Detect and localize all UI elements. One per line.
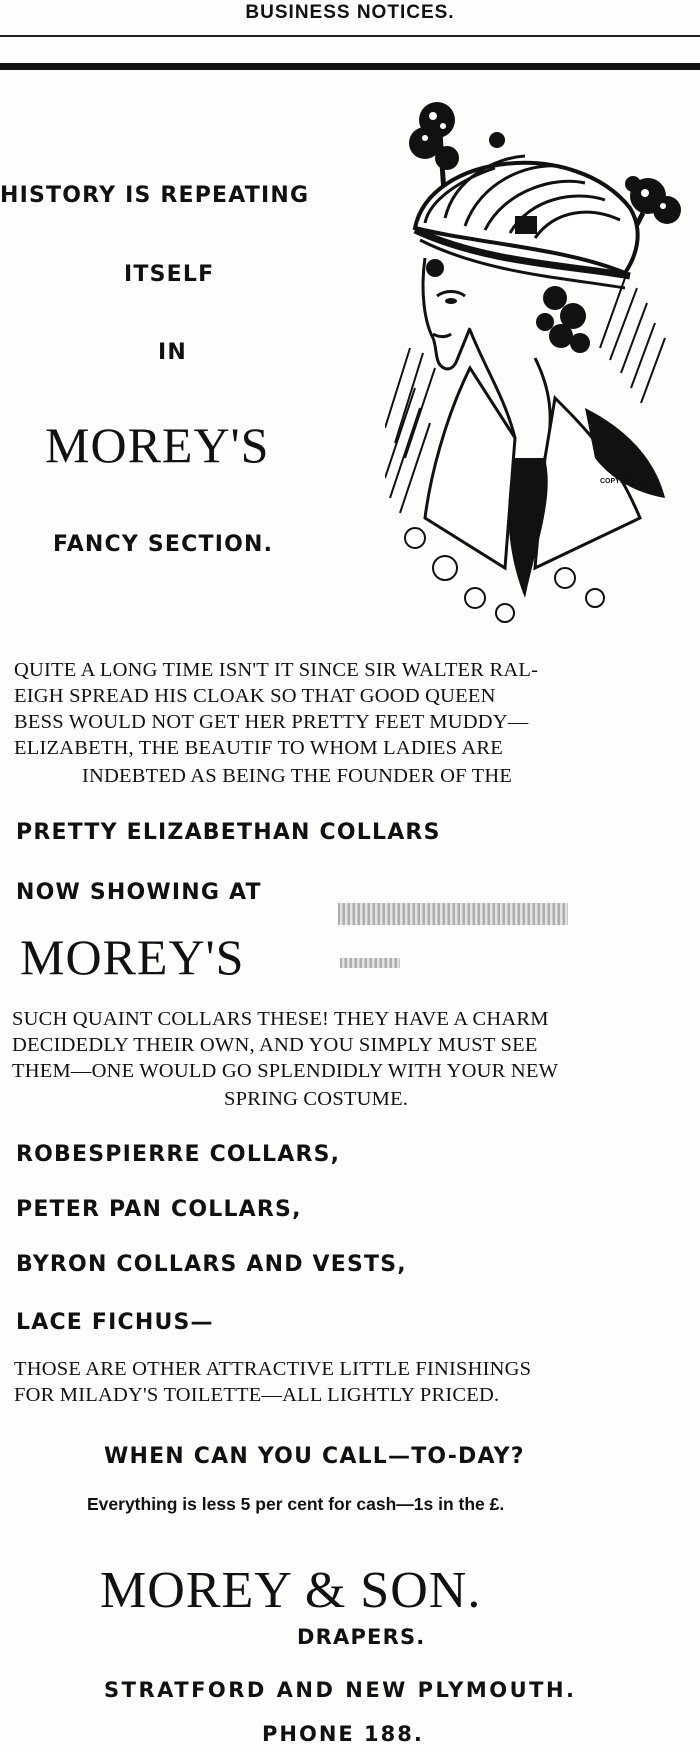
header-rule [0, 35, 700, 37]
woman-in-hat-illustration-icon [385, 98, 700, 638]
intro-line-4: ELIZABETH, THE BEAUTIF TO WHOM LADIES ARE [14, 737, 503, 759]
finishings-line-1: THOSE ARE OTHER ATTRACTIVE LITTLE FINISHINGS [14, 1358, 532, 1380]
description-line-4: SPRING COSTUME. [224, 1088, 409, 1110]
trade-label: DRAPERS. [297, 1625, 426, 1649]
intro-line-2: EIGH SPREAD HIS CLOAK SO THAT GOOD QUEEN [14, 685, 496, 707]
hero-line-2: ITSELF [124, 262, 215, 287]
fancy-section-label: FANCY SECTION. [53, 532, 274, 557]
hero-line-3: IN [158, 340, 187, 365]
description-line-2: DECIDEDLY THEIR OWN, AND YOU SIMPLY MUST SEE [12, 1034, 538, 1056]
collar-item-lace-fichus: LACE FICHUS— [16, 1310, 214, 1335]
divider-rule [0, 63, 700, 70]
collar-item-peter-pan: PETER PAN COLLARS, [16, 1197, 302, 1222]
print-smudge [338, 903, 568, 925]
description-line-1: SUCH QUAINT COLLARS THESE! THEY HAVE A CHARM [12, 1008, 549, 1030]
elizabethan-collars-headline: PRETTY ELIZABETHAN COLLARS [16, 820, 441, 845]
collar-item-robespierre: ROBESPIERRE COLLARS, [16, 1142, 341, 1167]
phone-number: PHONE 188. [262, 1722, 424, 1746]
intro-line-1: QUITE A LONG TIME ISN'T IT SINCE SIR WALTER RAL- [14, 659, 539, 681]
cash-discount-note: Everything is less 5 per cent for cash—1s in the £. [87, 1494, 505, 1514]
collar-item-byron: BYRON COLLARS AND VESTS, [16, 1252, 407, 1277]
company-name: MOREY & SON. [100, 1562, 482, 1619]
intro-line-5: INDEBTED AS BEING THE FOUNDER OF THE [82, 765, 513, 787]
description-line-3: THEM—ONE WOULD GO SPLENDIDLY WITH YOUR NEW [12, 1060, 559, 1082]
brand-name: MOREY'S [45, 417, 270, 473]
call-today-headline: WHEN CAN YOU CALL—TO-DAY? [104, 1444, 525, 1469]
brand-name-second: MOREY'S [20, 929, 245, 985]
hero-line-1: HISTORY IS REPEATING [0, 183, 310, 208]
intro-line-3: BESS WOULD NOT GET HER PRETTY FEET MUDDY— [14, 711, 529, 733]
store-locations: STRATFORD AND NEW PLYMOUTH. [104, 1678, 577, 1702]
finishings-line-2: FOR MILADY'S TOILETTE—ALL LIGHTLY PRICED. [14, 1384, 500, 1406]
now-showing-headline: NOW SHOWING AT [16, 880, 262, 905]
section-heading: BUSINESS NOTICES. [245, 2, 455, 23]
illustration-credit: COPYRIGHTED [600, 478, 652, 485]
print-smudge [340, 958, 400, 968]
